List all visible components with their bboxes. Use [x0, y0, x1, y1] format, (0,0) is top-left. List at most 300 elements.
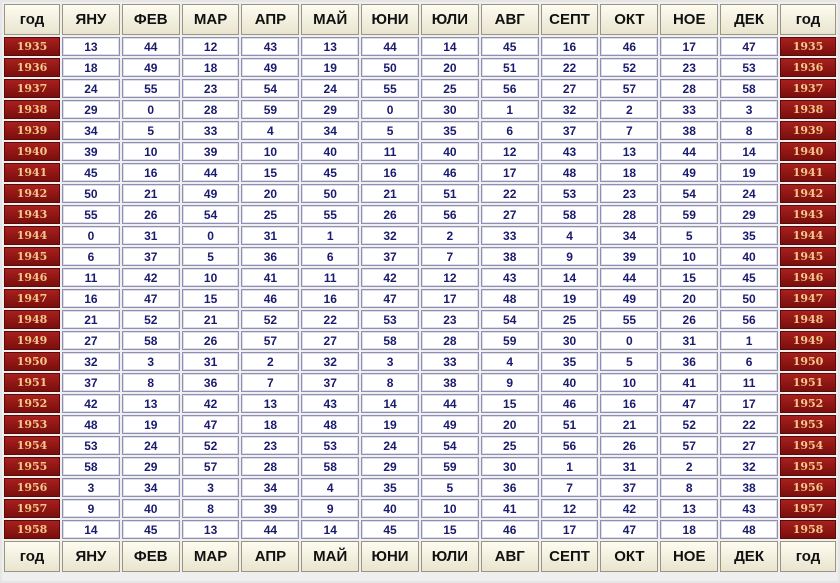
value-cell: 13 — [182, 520, 240, 539]
value-cell: 18 — [241, 415, 299, 434]
table-row — [4, 142, 836, 161]
value-cell: 54 — [182, 205, 240, 224]
value-cell: 40 — [720, 247, 778, 266]
value-cell: 18 — [660, 520, 718, 539]
year-label-right: 1949 — [780, 331, 836, 350]
value-cell: 13 — [241, 394, 299, 413]
year-label-left: 1956 — [4, 478, 60, 497]
value-cell: 47 — [361, 289, 419, 308]
month-header: ФЕВ — [122, 4, 180, 35]
year-label-right: 1938 — [780, 100, 836, 119]
value-cell: 30 — [481, 457, 539, 476]
value-cell: 45 — [720, 268, 778, 287]
value-cell: 46 — [541, 394, 599, 413]
value-cell: 10 — [122, 142, 180, 161]
year-column-header: год — [780, 4, 836, 35]
value-cell: 54 — [241, 79, 299, 98]
value-cell: 41 — [241, 268, 299, 287]
value-cell: 8 — [720, 121, 778, 140]
value-cell: 13 — [62, 37, 120, 56]
value-cell: 10 — [421, 499, 479, 518]
value-cell: 47 — [122, 289, 180, 308]
value-cell: 42 — [361, 268, 419, 287]
value-cell: 7 — [600, 121, 658, 140]
value-cell: 4 — [541, 226, 599, 245]
value-cell: 32 — [301, 352, 359, 371]
value-cell: 15 — [481, 394, 539, 413]
value-cell: 23 — [421, 310, 479, 329]
value-cell: 50 — [720, 289, 778, 308]
value-cell: 40 — [541, 373, 599, 392]
month-header: ЮЛИ — [421, 4, 479, 35]
value-cell: 14 — [301, 520, 359, 539]
year-label-left: 1954 — [4, 436, 60, 455]
year-label-left: 1936 — [4, 58, 60, 77]
year-label-left: 1946 — [4, 268, 60, 287]
month-header: ЮНИ — [361, 541, 419, 572]
value-cell: 21 — [62, 310, 120, 329]
value-cell: 32 — [720, 457, 778, 476]
value-cell: 5 — [182, 247, 240, 266]
value-cell: 11 — [720, 373, 778, 392]
value-cell: 31 — [660, 331, 718, 350]
value-cell: 14 — [62, 520, 120, 539]
value-cell: 2 — [421, 226, 479, 245]
value-cell: 3 — [62, 478, 120, 497]
value-cell: 47 — [600, 520, 658, 539]
value-cell: 11 — [62, 268, 120, 287]
value-cell: 23 — [241, 436, 299, 455]
value-cell: 41 — [481, 499, 539, 518]
value-cell: 46 — [241, 289, 299, 308]
value-cell: 58 — [361, 331, 419, 350]
value-cell: 13 — [660, 499, 718, 518]
year-label-right: 1942 — [780, 184, 836, 203]
table-row — [4, 352, 836, 371]
year-label-right: 1944 — [780, 226, 836, 245]
value-cell: 25 — [241, 205, 299, 224]
value-cell: 49 — [600, 289, 658, 308]
value-cell: 6 — [720, 352, 778, 371]
year-label-right: 1948 — [780, 310, 836, 329]
value-cell: 48 — [301, 415, 359, 434]
value-cell: 40 — [301, 142, 359, 161]
value-cell: 22 — [301, 310, 359, 329]
value-cell: 57 — [600, 79, 658, 98]
year-month-table — [2, 2, 838, 574]
value-cell: 34 — [600, 226, 658, 245]
year-label-left: 1950 — [4, 352, 60, 371]
month-header: ЯНУ — [62, 541, 120, 572]
value-cell: 48 — [62, 415, 120, 434]
value-cell: 37 — [122, 247, 180, 266]
value-cell: 16 — [541, 37, 599, 56]
value-cell: 25 — [421, 79, 479, 98]
table-row — [4, 205, 836, 224]
value-cell: 37 — [600, 478, 658, 497]
year-label-right: 1937 — [780, 79, 836, 98]
value-cell: 28 — [600, 205, 658, 224]
year-label-right: 1946 — [780, 268, 836, 287]
year-label-right: 1953 — [780, 415, 836, 434]
value-cell: 58 — [122, 331, 180, 350]
value-cell: 1 — [301, 226, 359, 245]
value-cell: 36 — [660, 352, 718, 371]
value-cell: 7 — [421, 247, 479, 266]
value-cell: 55 — [361, 79, 419, 98]
value-cell: 30 — [541, 331, 599, 350]
value-cell: 59 — [481, 331, 539, 350]
value-cell: 54 — [481, 310, 539, 329]
value-cell: 43 — [301, 394, 359, 413]
value-cell: 27 — [541, 79, 599, 98]
value-cell: 17 — [541, 520, 599, 539]
value-cell: 10 — [182, 268, 240, 287]
value-cell: 16 — [361, 163, 419, 182]
value-cell: 14 — [421, 37, 479, 56]
value-cell: 29 — [122, 457, 180, 476]
value-cell: 43 — [541, 142, 599, 161]
year-label-left: 1953 — [4, 415, 60, 434]
value-cell: 50 — [301, 184, 359, 203]
value-cell: 36 — [241, 247, 299, 266]
value-cell: 28 — [182, 100, 240, 119]
month-header: ОКТ — [600, 541, 658, 572]
value-cell: 5 — [421, 478, 479, 497]
value-cell: 24 — [301, 79, 359, 98]
value-cell: 48 — [541, 163, 599, 182]
value-cell: 59 — [421, 457, 479, 476]
value-cell: 4 — [481, 352, 539, 371]
value-cell: 46 — [421, 163, 479, 182]
value-cell: 45 — [481, 37, 539, 56]
year-label-left: 1945 — [4, 247, 60, 266]
table-row — [4, 184, 836, 203]
year-label-left: 1937 — [4, 79, 60, 98]
value-cell: 1 — [541, 457, 599, 476]
value-cell: 20 — [660, 289, 718, 308]
table-row — [4, 310, 836, 329]
value-cell: 25 — [541, 310, 599, 329]
value-cell: 17 — [421, 289, 479, 308]
value-cell: 4 — [241, 121, 299, 140]
value-cell: 55 — [600, 310, 658, 329]
value-cell: 57 — [182, 457, 240, 476]
value-cell: 42 — [182, 394, 240, 413]
value-cell: 33 — [421, 352, 479, 371]
value-cell: 2 — [660, 457, 718, 476]
value-cell: 29 — [62, 100, 120, 119]
table-row — [4, 226, 836, 245]
table-row — [4, 436, 836, 455]
value-cell: 3 — [720, 100, 778, 119]
value-cell: 35 — [421, 121, 479, 140]
value-cell: 22 — [481, 184, 539, 203]
value-cell: 44 — [660, 142, 718, 161]
value-cell: 35 — [541, 352, 599, 371]
value-cell: 24 — [361, 436, 419, 455]
value-cell: 9 — [541, 247, 599, 266]
month-header: ДЕК — [720, 4, 778, 35]
year-label-left: 1944 — [4, 226, 60, 245]
table-row — [4, 121, 836, 140]
value-cell: 24 — [720, 184, 778, 203]
value-cell: 12 — [421, 268, 479, 287]
value-cell: 44 — [421, 394, 479, 413]
value-cell: 10 — [241, 142, 299, 161]
value-cell: 9 — [62, 499, 120, 518]
value-cell: 33 — [660, 100, 718, 119]
value-cell: 27 — [720, 436, 778, 455]
month-header: СЕПТ — [541, 4, 599, 35]
value-cell: 43 — [720, 499, 778, 518]
value-cell: 31 — [182, 352, 240, 371]
value-cell: 55 — [122, 79, 180, 98]
month-header: МАЙ — [301, 4, 359, 35]
value-cell: 22 — [541, 58, 599, 77]
value-cell: 5 — [600, 352, 658, 371]
value-cell: 32 — [541, 100, 599, 119]
value-cell: 53 — [541, 184, 599, 203]
header-row-top — [4, 4, 836, 35]
value-cell: 40 — [361, 499, 419, 518]
year-label-right: 1951 — [780, 373, 836, 392]
value-cell: 20 — [241, 184, 299, 203]
value-cell: 53 — [361, 310, 419, 329]
value-cell: 44 — [182, 163, 240, 182]
month-header: ФЕВ — [122, 541, 180, 572]
month-header: ЯНУ — [62, 4, 120, 35]
value-cell: 23 — [660, 58, 718, 77]
value-cell: 45 — [122, 520, 180, 539]
value-cell: 8 — [660, 478, 718, 497]
value-cell: 45 — [361, 520, 419, 539]
month-header: ЮНИ — [361, 4, 419, 35]
value-cell: 15 — [241, 163, 299, 182]
value-cell: 52 — [182, 436, 240, 455]
value-cell: 16 — [62, 289, 120, 308]
value-cell: 49 — [241, 58, 299, 77]
value-cell: 9 — [481, 373, 539, 392]
value-cell: 40 — [421, 142, 479, 161]
value-cell: 29 — [361, 457, 419, 476]
value-cell: 56 — [481, 79, 539, 98]
value-cell: 50 — [62, 184, 120, 203]
value-cell: 56 — [421, 205, 479, 224]
year-label-right: 1935 — [780, 37, 836, 56]
value-cell: 27 — [62, 331, 120, 350]
year-label-right: 1947 — [780, 289, 836, 308]
value-cell: 52 — [122, 310, 180, 329]
value-cell: 29 — [301, 100, 359, 119]
year-label-right: 1940 — [780, 142, 836, 161]
year-label-right: 1939 — [780, 121, 836, 140]
value-cell: 8 — [182, 499, 240, 518]
month-header: МАЙ — [301, 541, 359, 572]
year-label-right: 1950 — [780, 352, 836, 371]
value-cell: 31 — [241, 226, 299, 245]
value-cell: 57 — [660, 436, 718, 455]
year-label-right: 1936 — [780, 58, 836, 77]
value-cell: 30 — [421, 100, 479, 119]
table-row — [4, 520, 836, 539]
value-cell: 49 — [182, 184, 240, 203]
value-cell: 19 — [720, 163, 778, 182]
table-row — [4, 163, 836, 182]
month-header: МАР — [182, 4, 240, 35]
year-label-left: 1940 — [4, 142, 60, 161]
value-cell: 42 — [122, 268, 180, 287]
value-cell: 3 — [361, 352, 419, 371]
table-row — [4, 100, 836, 119]
value-cell: 44 — [600, 268, 658, 287]
value-cell: 19 — [122, 415, 180, 434]
value-cell: 21 — [182, 310, 240, 329]
value-cell: 7 — [541, 478, 599, 497]
table-row — [4, 247, 836, 266]
value-cell: 28 — [241, 457, 299, 476]
value-cell: 38 — [660, 121, 718, 140]
value-cell: 43 — [241, 37, 299, 56]
value-cell: 19 — [541, 289, 599, 308]
value-cell: 12 — [182, 37, 240, 56]
value-cell: 44 — [241, 520, 299, 539]
year-column-header: год — [4, 541, 60, 572]
year-label-left: 1957 — [4, 499, 60, 518]
value-cell: 5 — [660, 226, 718, 245]
value-cell: 6 — [481, 121, 539, 140]
value-cell: 36 — [481, 478, 539, 497]
table-row — [4, 331, 836, 350]
table-row — [4, 394, 836, 413]
value-cell: 58 — [62, 457, 120, 476]
value-cell: 11 — [301, 268, 359, 287]
value-cell: 26 — [600, 436, 658, 455]
value-cell: 37 — [62, 373, 120, 392]
value-cell: 56 — [720, 310, 778, 329]
year-label-left: 1938 — [4, 100, 60, 119]
month-header: АПР — [241, 4, 299, 35]
value-cell: 12 — [481, 142, 539, 161]
value-cell: 53 — [720, 58, 778, 77]
year-label-left: 1941 — [4, 163, 60, 182]
value-cell: 33 — [481, 226, 539, 245]
value-cell: 32 — [62, 352, 120, 371]
value-cell: 43 — [481, 268, 539, 287]
value-cell: 42 — [62, 394, 120, 413]
value-cell: 25 — [481, 436, 539, 455]
value-cell: 16 — [301, 289, 359, 308]
month-header: СЕПТ — [541, 541, 599, 572]
value-cell: 2 — [241, 352, 299, 371]
value-cell: 1 — [481, 100, 539, 119]
value-cell: 41 — [660, 373, 718, 392]
value-cell: 26 — [122, 205, 180, 224]
value-cell: 22 — [720, 415, 778, 434]
table-row — [4, 478, 836, 497]
value-cell: 31 — [600, 457, 658, 476]
value-cell: 54 — [660, 184, 718, 203]
value-cell: 3 — [122, 352, 180, 371]
value-cell: 51 — [541, 415, 599, 434]
value-cell: 56 — [541, 436, 599, 455]
value-cell: 0 — [122, 100, 180, 119]
value-cell: 13 — [600, 142, 658, 161]
year-label-left: 1951 — [4, 373, 60, 392]
value-cell: 34 — [122, 478, 180, 497]
value-cell: 31 — [122, 226, 180, 245]
value-cell: 18 — [62, 58, 120, 77]
value-cell: 13 — [122, 394, 180, 413]
table-row — [4, 457, 836, 476]
year-label-right: 1952 — [780, 394, 836, 413]
value-cell: 1 — [720, 331, 778, 350]
value-cell: 49 — [660, 163, 718, 182]
year-label-right: 1958 — [780, 520, 836, 539]
value-cell: 47 — [720, 37, 778, 56]
year-label-left: 1935 — [4, 37, 60, 56]
value-cell: 53 — [301, 436, 359, 455]
value-cell: 37 — [301, 373, 359, 392]
value-cell: 39 — [600, 247, 658, 266]
table-row — [4, 289, 836, 308]
value-cell: 5 — [361, 121, 419, 140]
value-cell: 34 — [241, 478, 299, 497]
value-cell: 23 — [600, 184, 658, 203]
value-cell: 16 — [600, 394, 658, 413]
value-cell: 9 — [301, 499, 359, 518]
value-cell: 58 — [301, 457, 359, 476]
value-cell: 34 — [301, 121, 359, 140]
table-row — [4, 415, 836, 434]
value-cell: 48 — [481, 289, 539, 308]
month-header: НОЕ — [660, 4, 718, 35]
value-cell: 38 — [720, 478, 778, 497]
year-column-header: год — [780, 541, 836, 572]
value-cell: 47 — [660, 394, 718, 413]
value-cell: 16 — [122, 163, 180, 182]
value-cell: 51 — [481, 58, 539, 77]
value-cell: 19 — [301, 58, 359, 77]
table-row — [4, 373, 836, 392]
month-header: НОЕ — [660, 541, 718, 572]
value-cell: 48 — [720, 520, 778, 539]
value-cell: 29 — [720, 205, 778, 224]
year-label-right: 1943 — [780, 205, 836, 224]
value-cell: 27 — [481, 205, 539, 224]
value-cell: 37 — [541, 121, 599, 140]
value-cell: 55 — [301, 205, 359, 224]
year-label-right: 1945 — [780, 247, 836, 266]
value-cell: 52 — [600, 58, 658, 77]
value-cell: 39 — [182, 142, 240, 161]
value-cell: 39 — [62, 142, 120, 161]
value-cell: 15 — [421, 520, 479, 539]
month-header: МАР — [182, 541, 240, 572]
value-cell: 45 — [301, 163, 359, 182]
value-cell: 14 — [361, 394, 419, 413]
value-cell: 19 — [361, 415, 419, 434]
value-cell: 52 — [241, 310, 299, 329]
value-cell: 32 — [361, 226, 419, 245]
value-cell: 59 — [660, 205, 718, 224]
value-cell: 0 — [361, 100, 419, 119]
value-cell: 54 — [421, 436, 479, 455]
value-cell: 24 — [62, 79, 120, 98]
value-cell: 35 — [361, 478, 419, 497]
value-cell: 0 — [600, 331, 658, 350]
value-cell: 49 — [421, 415, 479, 434]
